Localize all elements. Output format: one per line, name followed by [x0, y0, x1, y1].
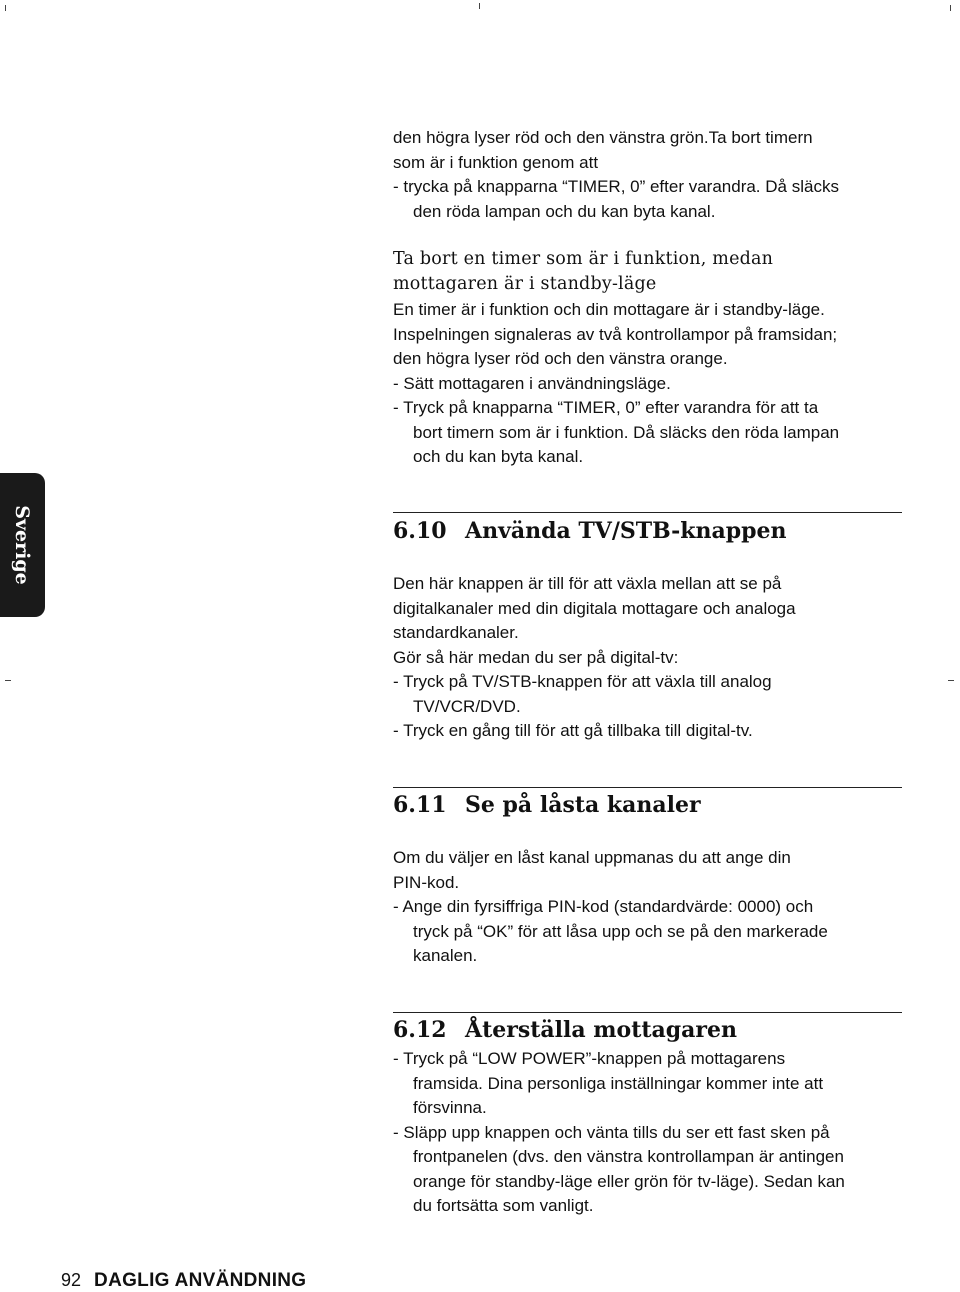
section-title: Återställa mottagaren	[465, 1017, 738, 1043]
section-6-11-body	[393, 846, 903, 969]
text-line: kanalen.	[413, 946, 478, 965]
section-number: 6.11	[393, 792, 447, 818]
text-line: - trycka på knapparna “TIMER, 0” efter varandra. Då släcks	[393, 177, 839, 196]
text-line: framsida. Dina personliga inställningar kommer inte att	[413, 1073, 824, 1093]
text-line: du fortsätta som vanligt.	[413, 1196, 594, 1215]
section-title: Se på låsta kanaler	[465, 792, 701, 818]
text-line: tryck på “OK” för att låsa upp och se på den markerade	[413, 921, 828, 941]
text-line: och du kan byta kanal.	[413, 447, 584, 466]
text-line: digitalkanaler med din digitala mottagare och analoga	[393, 598, 796, 618]
subtitle-line: mottagaren är i standby-läge	[393, 273, 657, 294]
standby-paragraph	[393, 298, 903, 470]
text-line: Inspelningen signaleras av två kontrollampor på framsidan;	[393, 324, 838, 344]
text-line: bort timern som är i funktion. Då släcks den röda lampan	[413, 422, 840, 442]
text-line: - Ange din fyrsiffriga PIN-kod (standardvärde: 0000) och	[393, 897, 814, 916]
page-footer	[61, 1270, 306, 1292]
intro-paragraph	[393, 126, 903, 224]
language-tab-label: Sverige	[11, 505, 33, 585]
subtitle-line: Ta bort en timer som är i funktion, medan	[393, 249, 774, 269]
text-line: PIN-kod.	[393, 872, 460, 892]
page-number: 92	[61, 1270, 82, 1290]
text-line: TV/VCR/DVD.	[413, 696, 521, 716]
text-line: En timer är i funktion och din mottagare är i standby-läge.	[393, 300, 825, 319]
section-6-10-body	[393, 572, 903, 744]
text-line: den högra lyser röd och den vänstra orange.	[393, 349, 728, 368]
crop-mark	[5, 5, 6, 11]
text-line: orange för standby-läge eller grön för tv-läge). Sedan kan	[413, 1171, 845, 1191]
section-heading-6-12	[393, 1016, 903, 1044]
standby-subtitle	[393, 247, 903, 296]
section-divider	[393, 512, 902, 513]
chapter-title: DAGLIG ANVÄNDNING	[94, 1270, 307, 1291]
text-line: Den här knappen är till för att växla mellan att se på	[393, 574, 782, 593]
section-divider	[393, 1012, 902, 1013]
crop-mark	[948, 680, 954, 681]
text-line: Om du väljer en låst kanal uppmanas du att ange din	[393, 848, 791, 867]
text-line: - Tryck en gång till för att gå tillbaka till digital-tv.	[393, 721, 753, 740]
crop-mark	[5, 680, 11, 681]
crop-mark	[479, 3, 480, 9]
text-line: den röda lampan och du kan byta kanal.	[413, 201, 716, 221]
text-line: frontpanelen (dvs. den vänstra kontrollampan är antingen	[413, 1147, 844, 1166]
text-line: som är i funktion genom att	[393, 152, 599, 172]
text-line: standardkanaler.	[393, 623, 519, 642]
text-line: - Tryck på knapparna “TIMER, 0” efter varandra för att ta	[393, 398, 819, 417]
section-6-12-body	[393, 1047, 903, 1219]
section-divider	[393, 787, 902, 788]
section-heading-6-11	[393, 791, 903, 819]
text-line: - Släpp upp knappen och vänta tills du ser ett fast sken på	[393, 1122, 830, 1142]
crop-mark	[950, 5, 951, 11]
text-line: försvinna.	[413, 1098, 487, 1117]
section-heading-6-10	[393, 517, 903, 545]
text-line: den högra lyser röd och den vänstra grön.Ta bort timern	[393, 128, 813, 147]
text-line: - Sätt mottagaren i användningsläge.	[393, 373, 671, 393]
section-number: 6.12	[393, 1017, 447, 1043]
text-line: Gör så här medan du ser på digital-tv:	[393, 647, 679, 667]
text-line: - Tryck på “LOW POWER”-knappen på mottagarens	[393, 1049, 786, 1068]
section-title: Använda TV/STB-knappen	[465, 518, 787, 544]
section-number: 6.10	[393, 518, 447, 544]
text-line: - Tryck på TV/STB-knappen för att växla till analog	[393, 672, 772, 691]
